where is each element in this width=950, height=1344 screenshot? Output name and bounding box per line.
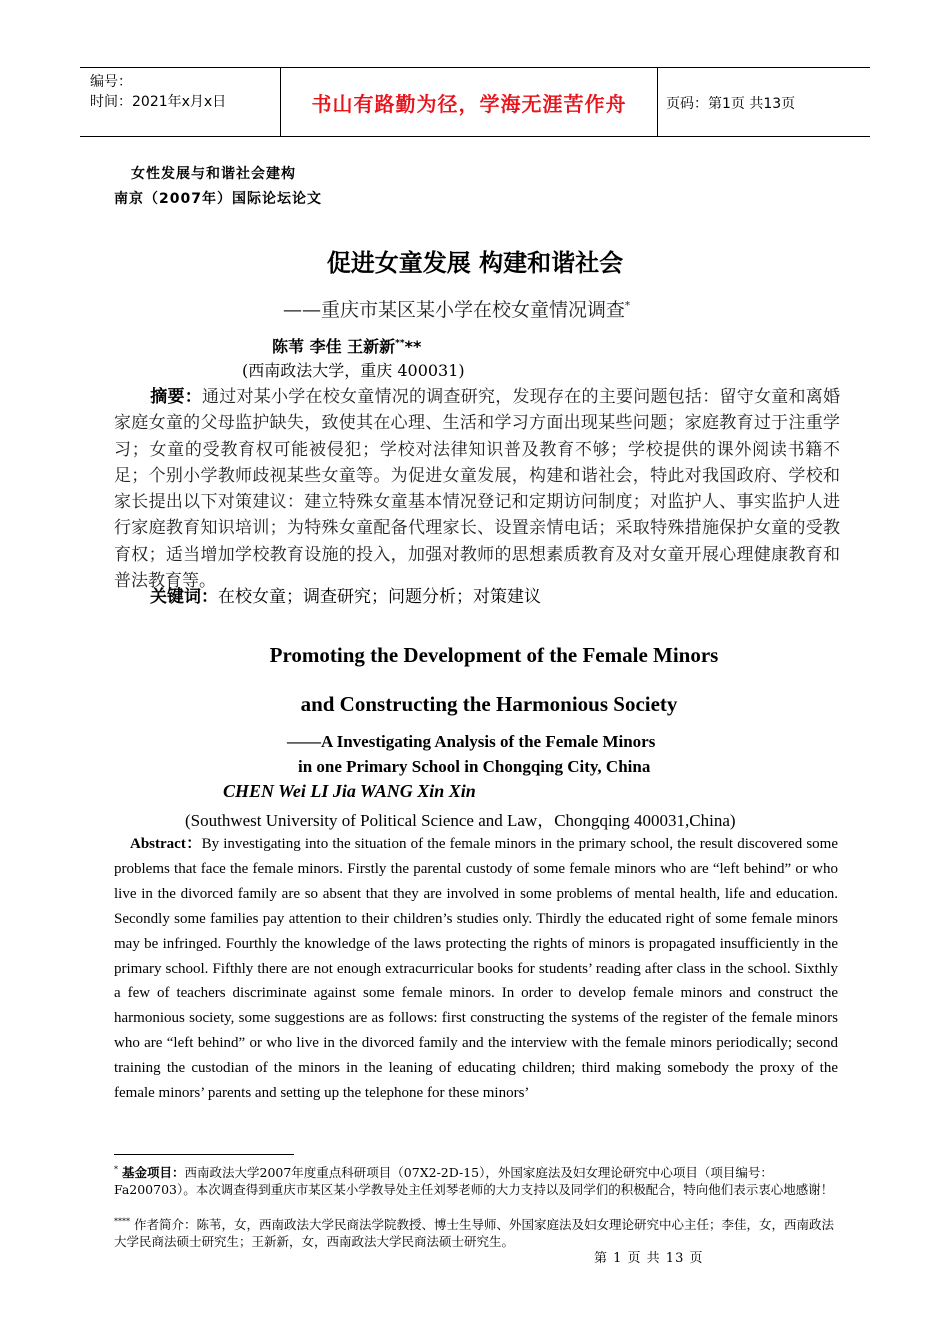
abstract-en <box>114 832 838 1106</box>
keywords-cn-text: 在校女童；调查研究；问题分析；对策建议 <box>218 587 541 607</box>
header-motto-cell <box>280 68 658 136</box>
footnote-1-mark: * <box>114 1165 118 1174</box>
abstract-cn <box>114 384 840 594</box>
keywords-cn-label: 关键词： <box>150 587 218 607</box>
title-en-line-2: and Constructing the Harmonious Society <box>300 692 678 716</box>
subtitle-cn-text: ——重庆市某区某小学在校女童情况调查 <box>283 299 626 321</box>
footnote-1 <box>114 1161 838 1198</box>
keywords-cn <box>114 582 541 607</box>
subtitle-cn <box>283 295 630 322</box>
subtitle-en-line-2: in one Primary School in Chongqing City, China <box>298 757 651 776</box>
abstract-en-label: Abstract： <box>130 836 202 852</box>
motto-text: 书山有路勤为径，学海无涯苦作舟 <box>311 91 627 116</box>
authors-cn-tail: ** <box>404 337 422 356</box>
affiliation-en: (Southwest University of Political Science and Law，Chongqing 400031,China) <box>185 811 736 830</box>
footnote-divider <box>114 1154 294 1155</box>
abstract-cn-text: 通过对某小学在校女童情况的调查研究，发现存在的主要问题包括：留守女童和离婚家庭女童的父母监护缺失，致使其在心理、生活和学习方面出现某些问题；家庭教育过于注重学习；女童的受教育权可能被侵犯；学校对法律知识普及教育不够；学校提供的课外阅读书籍不足；个别小学教师歧视某些女童等。为促进女童发展，构建和谐社会，特此对我国政府、学校和家长提出以下对策建议：建立特殊女童基本情况登记和定期访问制度；对监护人、事实监护人进行家庭教育知识培训；为特殊女童配备代理家长、设置亲情电话；采取特殊措施保护女童的受教育权；适当增加学校教育设施的投入，加强对教师的思想素质教育及对女童开展心理健康教育和普法教育等。 <box>114 387 840 592</box>
abstract-en-text: By investigating into the situation of the female minors in the primary school, the result discovered some problems that face the female minors. Firstly the parental custody of some female minors who are “left behind” or who live in the divorced family are so absent that they are involved in some problems of mental health, life and education. Secondly some families pay attention to their children’s studies only. Thirdly the educated right of some female minors may be infringed. Fourthly the knowledge of the laws protecting the rights of minors is propagated insufficiently in the primary school. Fifthly there are not enough extracurricular books for students’ reading after class in the school. Sixthly a few of teachers discriminate against some female minors. In order to develop female minors and construct the harmonious society, some suggestions are as follows: first constructing the systems of the register of the female minors who are “left behind” or who live in the divorced family and the interview with the female minors periodically; second training the custodian of the minors in the leaning of educating children; third making somebody the proxy of the female minors’ parents and setting up the telephone for these minors’ <box>114 836 838 1102</box>
page-info: 页码：第1页 共13页 <box>666 96 796 112</box>
page-header <box>80 67 870 137</box>
authors-cn-names: 陈苇 李佳 王新新 <box>272 337 396 356</box>
footnote-2 <box>114 1213 838 1250</box>
forum-line-2: 南京（2007年）国际论坛论文 <box>114 191 322 207</box>
header-meta <box>90 72 226 112</box>
page-footer: 第 1 页 共 13 页 <box>594 1251 704 1266</box>
footnote-1-label: 基金项目： <box>121 1165 185 1181</box>
forum-line-1: 女性发展与和谐社会建构 <box>131 166 296 182</box>
footnote-1-text: 西南政法大学2007年度重点科研项目（07X2-2D-15），外国家庭法及妇女理论研究中心项目（项目编号：Fa200703）。本次调查得到重庆市某区某小学教导处主任刘琴老师的大力支持以及同学们的积极配合，特向他们表示衷心地感谢！ <box>114 1165 834 1198</box>
footnote-2-mark: **** <box>114 1217 130 1226</box>
title-en-line-1: Promoting the Development of the Female Minors <box>269 643 719 667</box>
authors-en: CHEN Wei LI Jia WANG Xin Xin <box>223 781 476 801</box>
authors-cn-mark: ** <box>395 338 405 349</box>
subtitle-cn-mark: * <box>625 300 631 312</box>
title-cn: 促进女童发展 构建和谐社会 <box>326 249 624 277</box>
authors-cn <box>272 334 421 357</box>
time-label: 时间：2021年x月x日 <box>90 94 227 110</box>
number-label: 编号： <box>90 74 132 90</box>
subtitle-en-line-1: ——A Investigating Analysis of the Female Minors <box>287 732 656 751</box>
affiliation-cn: (西南政法大学，重庆 400031) <box>242 361 465 380</box>
abstract-cn-label: 摘要： <box>150 387 202 407</box>
footnote-2-text: 作者简介：陈苇，女，西南政法大学民商法学院教授、博士生导师、外国家庭法及妇女理论研究中心主任；李佳，女，西南政法大学民商法硕士研究生；王新新，女，西南政法大学民商法硕士研究生。 <box>114 1217 834 1250</box>
